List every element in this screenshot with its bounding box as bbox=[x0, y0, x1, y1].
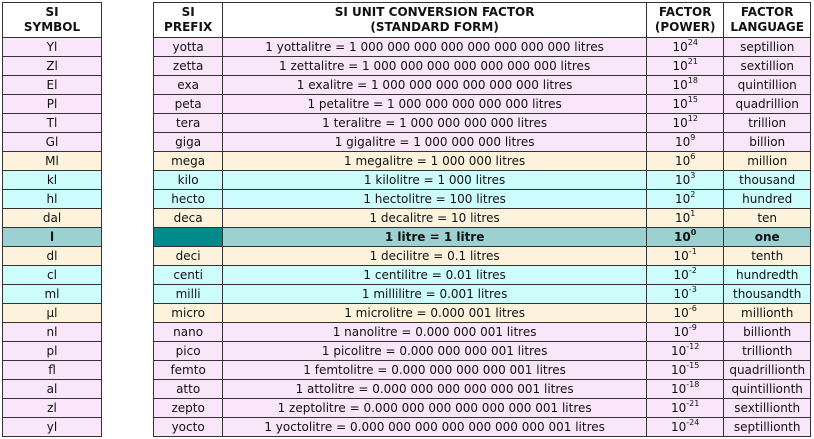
language-cell: quadrillion bbox=[724, 95, 811, 114]
factor-exponent: -9 bbox=[688, 323, 697, 332]
factor-base: 10 bbox=[671, 363, 687, 377]
prefix-cell: zepto bbox=[154, 399, 223, 418]
factor-base: 10 bbox=[671, 344, 687, 358]
symbol-cell: nl bbox=[3, 323, 102, 342]
language-cell: sextillionth bbox=[724, 399, 811, 418]
conversion-cell: 1 exalitre = 1 000 000 000 000 000 000 litres bbox=[223, 76, 647, 95]
factor-cell bbox=[646, 152, 723, 171]
conversion-header-line-2: (STANDARD FORM) bbox=[370, 20, 499, 34]
table-row bbox=[154, 304, 811, 323]
factor-exponent: -15 bbox=[686, 361, 700, 370]
factor-base: 10 bbox=[675, 135, 691, 149]
prefix-header-line-1: SI bbox=[181, 5, 195, 19]
symbol-cell: pl bbox=[3, 342, 102, 361]
factor-base: 10 bbox=[675, 192, 691, 206]
factor-base: 10 bbox=[672, 116, 688, 130]
table-row bbox=[154, 95, 811, 114]
conversion-table-body bbox=[154, 38, 811, 437]
symbol-row bbox=[3, 323, 102, 342]
table-row bbox=[154, 285, 811, 304]
symbol-row bbox=[3, 361, 102, 380]
prefix-header bbox=[154, 3, 223, 38]
language-cell: quadrillionth bbox=[724, 361, 811, 380]
symbol-row bbox=[3, 209, 102, 228]
prefix-cell: hecto bbox=[154, 190, 223, 209]
language-cell: septillion bbox=[724, 38, 811, 57]
symbol-cell: Pl bbox=[3, 95, 102, 114]
symbol-cell: µl bbox=[3, 304, 102, 323]
factor-exponent: 6 bbox=[690, 152, 696, 161]
factor-exponent: 9 bbox=[690, 133, 696, 142]
prefix-cell: centi bbox=[154, 266, 223, 285]
language-cell: billion bbox=[724, 133, 811, 152]
prefix-header-line-2: PREFIX bbox=[164, 20, 213, 34]
language-cell: million bbox=[724, 152, 811, 171]
factor-base: 10 bbox=[673, 287, 689, 301]
factor-header bbox=[646, 3, 723, 38]
factor-cell bbox=[646, 95, 723, 114]
factor-base: 10 bbox=[672, 97, 688, 111]
symbol-cell: Ml bbox=[3, 152, 102, 171]
conversion-cell: 1 microlitre = 0.000 001 litres bbox=[223, 304, 647, 323]
language-header bbox=[724, 3, 811, 38]
factor-exponent: 0 bbox=[690, 228, 697, 237]
factor-cell bbox=[646, 114, 723, 133]
symbol-table-body bbox=[3, 38, 102, 437]
factor-cell bbox=[646, 57, 723, 76]
language-cell: one bbox=[724, 228, 811, 247]
conversion-cell: 1 millilitre = 0.001 litres bbox=[223, 285, 647, 304]
language-cell: hundredth bbox=[724, 266, 811, 285]
factor-base: 10 bbox=[672, 59, 688, 73]
symbol-cell: l bbox=[3, 228, 102, 247]
symbol-row bbox=[3, 304, 102, 323]
symbol-header bbox=[3, 3, 102, 38]
symbol-cell: hl bbox=[3, 190, 102, 209]
factor-base: 10 bbox=[675, 154, 691, 168]
symbol-row bbox=[3, 399, 102, 418]
conversion-cell: 1 teralitre = 1 000 000 000 000 litres bbox=[223, 114, 647, 133]
language-cell: millionth bbox=[724, 304, 811, 323]
conversion-cell: 1 zeptolitre = 0.000 000 000 000 000 000 001 litres bbox=[223, 399, 647, 418]
factor-exponent: 24 bbox=[687, 38, 698, 47]
language-header-line-2: LANGUAGE bbox=[730, 20, 804, 34]
conversion-cell: 1 megalitre = 1 000 000 litres bbox=[223, 152, 647, 171]
table-row bbox=[154, 399, 811, 418]
table-row bbox=[154, 380, 811, 399]
table-row bbox=[154, 152, 811, 171]
table-row bbox=[154, 114, 811, 133]
factor-base: 10 bbox=[674, 230, 691, 244]
factor-header-line-2: (POWER) bbox=[654, 20, 716, 34]
factor-exponent: -3 bbox=[688, 285, 697, 294]
prefix-cell: pico bbox=[154, 342, 223, 361]
conversion-cell: 1 femtolitre = 0.000 000 000 000 001 litres bbox=[223, 361, 647, 380]
factor-exponent: 2 bbox=[690, 190, 696, 199]
symbol-row bbox=[3, 171, 102, 190]
si-conversion-table bbox=[153, 2, 811, 437]
symbol-row bbox=[3, 266, 102, 285]
table-row bbox=[154, 228, 811, 247]
conversion-cell: 1 picolitre = 0.000 000 000 001 litres bbox=[223, 342, 647, 361]
conversion-header bbox=[223, 3, 647, 38]
symbol-row bbox=[3, 114, 102, 133]
prefix-cell: deci bbox=[154, 247, 223, 266]
table-row bbox=[154, 247, 811, 266]
symbol-row bbox=[3, 76, 102, 95]
prefix-cell: peta bbox=[154, 95, 223, 114]
symbol-row bbox=[3, 247, 102, 266]
factor-cell bbox=[646, 171, 723, 190]
symbol-cell: kl bbox=[3, 171, 102, 190]
prefix-cell: milli bbox=[154, 285, 223, 304]
language-cell: trillionth bbox=[724, 342, 811, 361]
factor-base: 10 bbox=[673, 268, 689, 282]
conversion-cell: 1 yottalitre = 1 000 000 000 000 000 000 000 000 litres bbox=[223, 38, 647, 57]
table-row bbox=[154, 266, 811, 285]
prefix-cell: kilo bbox=[154, 171, 223, 190]
factor-cell bbox=[646, 342, 723, 361]
symbol-row bbox=[3, 190, 102, 209]
language-cell: tenth bbox=[724, 247, 811, 266]
table-row bbox=[154, 57, 811, 76]
prefix-cell: yocto bbox=[154, 418, 223, 437]
factor-exponent: -18 bbox=[686, 380, 700, 389]
si-symbol-table bbox=[2, 2, 102, 437]
conversion-cell: 1 decilitre = 0.1 litres bbox=[223, 247, 647, 266]
factor-cell bbox=[646, 399, 723, 418]
prefix-cell: mega bbox=[154, 152, 223, 171]
factor-base: 10 bbox=[673, 249, 689, 263]
prefix-cell: yotta bbox=[154, 38, 223, 57]
factor-base: 10 bbox=[671, 382, 687, 396]
factor-cell bbox=[646, 323, 723, 342]
language-cell: ten bbox=[724, 209, 811, 228]
symbol-cell: Yl bbox=[3, 38, 102, 57]
factor-exponent: 3 bbox=[690, 171, 696, 180]
factor-exponent: -24 bbox=[686, 418, 700, 427]
symbol-cell: al bbox=[3, 380, 102, 399]
symbol-cell: dl bbox=[3, 247, 102, 266]
table-row bbox=[154, 323, 811, 342]
factor-cell bbox=[646, 38, 723, 57]
factor-cell bbox=[646, 304, 723, 323]
conversion-header-line-1: SI UNIT CONVERSION FACTOR bbox=[334, 5, 535, 19]
factor-header-line-1: FACTOR bbox=[658, 5, 712, 19]
factor-cell bbox=[646, 380, 723, 399]
factor-cell bbox=[646, 76, 723, 95]
factor-exponent: 21 bbox=[687, 57, 698, 66]
factor-base: 10 bbox=[672, 40, 688, 54]
table-row bbox=[154, 418, 811, 437]
prefix-cell: nano bbox=[154, 323, 223, 342]
symbol-row bbox=[3, 152, 102, 171]
prefix-cell: atto bbox=[154, 380, 223, 399]
symbol-row bbox=[3, 57, 102, 76]
factor-base: 10 bbox=[673, 325, 689, 339]
factor-cell bbox=[646, 190, 723, 209]
language-cell: septillionth bbox=[724, 418, 811, 437]
table-row bbox=[154, 76, 811, 95]
table-row bbox=[154, 342, 811, 361]
conversion-cell: 1 decalitre = 10 litres bbox=[223, 209, 647, 228]
language-cell: thousandth bbox=[724, 285, 811, 304]
factor-cell bbox=[646, 266, 723, 285]
symbol-row bbox=[3, 418, 102, 437]
symbol-cell: ml bbox=[3, 285, 102, 304]
prefix-cell: giga bbox=[154, 133, 223, 152]
table-row bbox=[154, 171, 811, 190]
symbol-cell: Tl bbox=[3, 114, 102, 133]
conversion-cell: 1 hectolitre = 100 litres bbox=[223, 190, 647, 209]
table-row bbox=[154, 133, 811, 152]
factor-base: 10 bbox=[671, 401, 687, 415]
factor-cell bbox=[646, 285, 723, 304]
language-cell: quintillion bbox=[724, 76, 811, 95]
factor-exponent: 15 bbox=[687, 95, 698, 104]
symbol-cell: El bbox=[3, 76, 102, 95]
factor-base: 10 bbox=[675, 211, 691, 225]
language-cell: quintillionth bbox=[724, 380, 811, 399]
prefix-cell bbox=[154, 228, 223, 247]
conversion-cell: 1 nanolitre = 0.000 000 001 litres bbox=[223, 323, 647, 342]
conversion-cell: 1 centilitre = 0.01 litres bbox=[223, 266, 647, 285]
symbol-row bbox=[3, 285, 102, 304]
factor-base: 10 bbox=[673, 306, 689, 320]
symbol-row bbox=[3, 38, 102, 57]
factor-exponent: 18 bbox=[687, 76, 698, 85]
factor-exponent: -21 bbox=[686, 399, 700, 408]
symbol-header-line-2: SYMBOL bbox=[23, 20, 81, 34]
language-cell: trillion bbox=[724, 114, 811, 133]
language-cell: hundred bbox=[724, 190, 811, 209]
prefix-cell: deca bbox=[154, 209, 223, 228]
symbol-row bbox=[3, 342, 102, 361]
language-cell: thousand bbox=[724, 171, 811, 190]
factor-base: 10 bbox=[672, 78, 688, 92]
factor-cell bbox=[646, 133, 723, 152]
conversion-cell: 1 gigalitre = 1 000 000 000 litres bbox=[223, 133, 647, 152]
language-header-line-1: FACTOR bbox=[740, 5, 794, 19]
factor-cell bbox=[646, 361, 723, 380]
language-cell: sextillion bbox=[724, 57, 811, 76]
factor-cell bbox=[646, 209, 723, 228]
symbol-cell: Zl bbox=[3, 57, 102, 76]
factor-exponent: -1 bbox=[688, 247, 697, 256]
symbol-row bbox=[3, 380, 102, 399]
symbol-cell: yl bbox=[3, 418, 102, 437]
prefix-cell: exa bbox=[154, 76, 223, 95]
symbol-row bbox=[3, 95, 102, 114]
factor-cell bbox=[646, 418, 723, 437]
symbol-cell: zl bbox=[3, 399, 102, 418]
table-row bbox=[154, 209, 811, 228]
language-cell: billionth bbox=[724, 323, 811, 342]
table-row bbox=[154, 361, 811, 380]
prefix-cell: femto bbox=[154, 361, 223, 380]
symbol-cell: cl bbox=[3, 266, 102, 285]
factor-base: 10 bbox=[675, 173, 691, 187]
symbol-header-line-1: SI bbox=[45, 5, 59, 19]
table-row bbox=[154, 38, 811, 57]
factor-cell bbox=[646, 247, 723, 266]
symbol-row bbox=[3, 228, 102, 247]
factor-exponent: -6 bbox=[688, 304, 697, 313]
factor-exponent: -2 bbox=[688, 266, 697, 275]
factor-exponent: -12 bbox=[686, 342, 700, 351]
conversion-cell: 1 petalitre = 1 000 000 000 000 000 litres bbox=[223, 95, 647, 114]
factor-exponent: 1 bbox=[690, 209, 696, 218]
factor-base: 10 bbox=[671, 420, 687, 434]
conversion-cell: 1 yoctolitre = 0.000 000 000 000 000 000 000 001 litres bbox=[223, 418, 647, 437]
prefix-cell: micro bbox=[154, 304, 223, 323]
conversion-cell: 1 litre = 1 litre bbox=[223, 228, 647, 247]
conversion-cell: 1 zettalitre = 1 000 000 000 000 000 000 000 litres bbox=[223, 57, 647, 76]
factor-exponent: 12 bbox=[687, 114, 698, 123]
prefix-cell: zetta bbox=[154, 57, 223, 76]
conversion-cell: 1 attolitre = 0.000 000 000 000 000 001 litres bbox=[223, 380, 647, 399]
symbol-cell: Gl bbox=[3, 133, 102, 152]
symbol-cell: dal bbox=[3, 209, 102, 228]
symbol-cell: fl bbox=[3, 361, 102, 380]
table-row bbox=[154, 190, 811, 209]
symbol-row bbox=[3, 133, 102, 152]
factor-cell bbox=[646, 228, 723, 247]
prefix-cell: tera bbox=[154, 114, 223, 133]
conversion-cell: 1 kilolitre = 1 000 litres bbox=[223, 171, 647, 190]
